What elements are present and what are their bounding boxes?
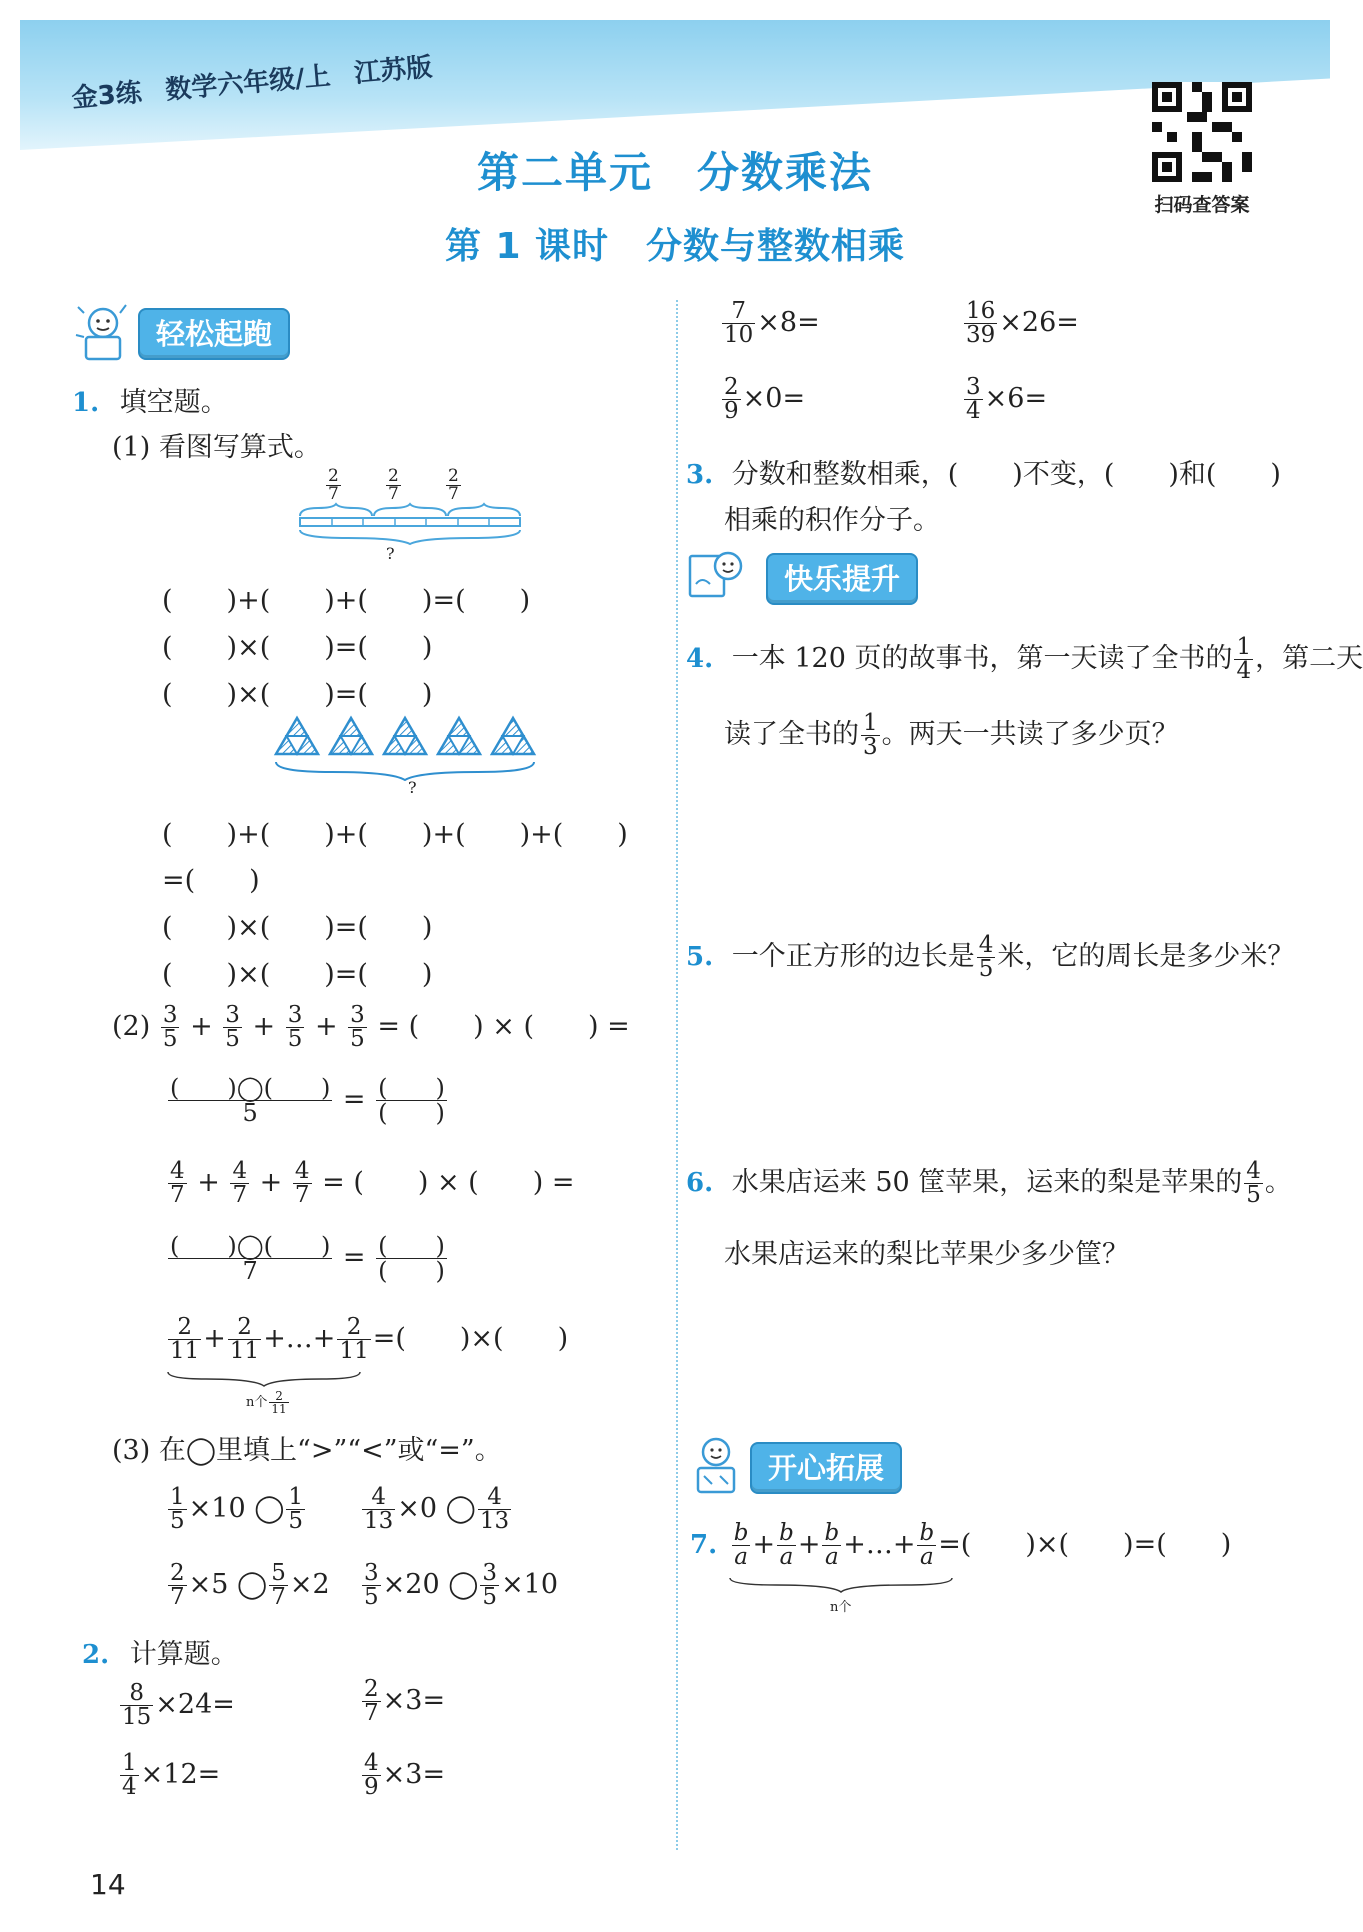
segment-diagram: [298, 468, 528, 563]
q2-header: [82, 1632, 238, 1671]
compare-4: $\frac{3}{5}$ ×20 ◯ $\frac{3}{5}$ ×10: [364, 1560, 559, 1610]
q6-line2: 水果店运来的梨比苹果少多少筐？: [724, 1239, 1129, 1270]
calc-4: $\frac{4}{9}$ ×3=: [364, 1750, 446, 1800]
frac-num: ( )◯( ): [170, 1232, 331, 1260]
frac-den: ( ): [378, 1099, 445, 1127]
segment-question-mark: ?: [386, 544, 395, 563]
q1-part2-row1-tail: = ( ) × ( ) =: [377, 1011, 630, 1042]
q1-part2-row2: $\frac{4}{7}$ + $\frac{4}{7}$ + $\frac{4}{7}$ = ( ) × ( ) =: [170, 1158, 575, 1208]
q1-part2-row3: $\frac{2}{11}$ + $\frac{2}{11}$ +…+ $\frac{2}{11}$ =( )×( ): [170, 1314, 569, 1364]
mascot-icon: [682, 540, 752, 610]
compare-1: $\frac{1}{5}$ ×10 ◯ $\frac{1}{5}$: [170, 1484, 304, 1534]
segment-label: $\frac{2}{7}$: [388, 466, 399, 504]
calc-5: $\frac{7}{10}$ ×8=: [724, 298, 820, 348]
section-badge-extend: 开心拓展: [750, 1442, 902, 1494]
q4-line1: 4. 一本 120 页的故事书，第一天读了全书的 $\frac{1}{4}$ ，第二天: [686, 634, 1363, 684]
frac-num: ( )◯( ): [170, 1074, 331, 1102]
section-badge-easy-start: 轻松起跑: [138, 308, 290, 360]
q2-title: 计算题。: [129, 1639, 238, 1670]
segment-bars: [298, 504, 528, 546]
segment-label: $\frac{2}{7}$: [328, 466, 339, 504]
calc-7: $\frac{2}{9}$ ×0=: [724, 374, 806, 424]
q1-part3-label: (3) 在◯里填上“>”“<”或“=”。: [112, 1435, 502, 1466]
q1-row-a1: ( )+( )+( )=( ): [162, 585, 531, 616]
segment-label: $\frac{2}{7}$: [448, 466, 459, 504]
lesson-title: 第 1 课时 分数与整数相乘: [444, 226, 906, 267]
brand-name: 金3练: [70, 77, 143, 114]
mascot-icon: [68, 295, 138, 365]
q1-row-b2: =( ): [162, 865, 260, 896]
calc-8: $\frac{3}{4}$ ×6=: [966, 374, 1048, 424]
q1-row-b1: ( )+( )+( )+( )+( ): [162, 819, 628, 850]
q1-part2-row1-eq: $\frac{( )◯( )}{5}$ = $\frac{( )}{( )}$: [170, 1074, 445, 1127]
page-number: 14: [90, 1868, 126, 1901]
underbrace: [728, 1576, 954, 1594]
calc-2: $\frac{2}{7}$ ×3=: [364, 1676, 446, 1726]
q7-number: 7.: [690, 1530, 718, 1560]
q5-line: 5. 一个正方形的边长是 $\frac{4}{5}$ 米，它的周长是多少米？: [686, 932, 1295, 982]
unit-title: 第二单元 分数乘法: [476, 148, 873, 197]
q1-part2-label: (2): [112, 1011, 151, 1042]
calc-3: $\frac{1}{4}$ ×12=: [122, 1750, 221, 1800]
q1-part1-label: (1) 看图写算式。: [112, 432, 321, 463]
compare-2: $\frac{4}{13}$ ×0 ◯ $\frac{4}{13}$: [364, 1484, 510, 1534]
q1-row-b3: ( )×( )=( ): [162, 912, 433, 943]
q1-title: 填空题。: [119, 387, 228, 418]
mascot-icon: [682, 1430, 752, 1500]
frac-num: ( ): [378, 1074, 445, 1102]
q4-line2: 读了全书的 $\frac{1}{3}$ 。两天一共读了多少页？: [724, 710, 1179, 760]
triangle-group: [276, 718, 318, 754]
underbrace: [166, 1370, 362, 1388]
q7-line: 7. $\frac{b}{a}$ + $\frac{b}{a}$ + $\frac{b}{a}$ +…+ $\frac{b}{a}$ =( )×( )=( ): [690, 1520, 1232, 1570]
calc-1: $\frac{8}{15}$ ×24=: [122, 1680, 235, 1730]
q1-part2-row1: (2) $\frac{3}{5}$ + $\frac{3}{5}$ + $\frac{3}{5}$ + $\frac{3}{5}$ = ( ) × ( ) =: [112, 1002, 630, 1052]
q1-part2-row2-eq: $\frac{( )◯( )}{7}$ = $\frac{( )}{( )}$: [170, 1232, 445, 1285]
q2-number: 2.: [82, 1640, 110, 1670]
qr-label: 扫码查答案: [1154, 194, 1250, 216]
calc-6: $\frac{16}{39}$ ×26=: [966, 298, 1079, 348]
q1-header: [72, 380, 228, 419]
frac-den: 7: [242, 1257, 258, 1285]
triangles-question-mark: ?: [408, 778, 417, 797]
q3-line1: 3. 分数和整数相乘，( )不变，( )和( ): [686, 459, 1281, 490]
q1-row-b4: ( )×( )=( ): [162, 959, 433, 990]
q3-line2: 相乘的积作分子。: [724, 505, 940, 536]
q6-line1: 6. 水果店运来 50 筐苹果，运来的梨是苹果的 $\frac{4}{5}$ 。: [686, 1158, 1292, 1208]
q4-number: 4.: [686, 644, 714, 674]
compare-3: $\frac{2}{7}$ ×5 ◯ $\frac{5}{7}$ ×2: [170, 1560, 330, 1610]
frac-den: 5: [242, 1099, 258, 1127]
brand-edition: 江苏版: [353, 52, 434, 90]
frac-num: ( ): [378, 1232, 445, 1260]
q1-number: 1.: [72, 388, 100, 418]
brand-subject: 数学六年级/上: [164, 61, 332, 106]
section-badge-improve: 快乐提升: [766, 553, 918, 605]
frac-den: ( ): [378, 1257, 445, 1285]
q1-part2-row3-tail: =( )×( ): [372, 1323, 569, 1354]
q5-number: 5.: [686, 942, 714, 972]
q1-part2-row2-tail: = ( ) × ( ) =: [322, 1167, 575, 1198]
n-count-label: n个: [830, 1600, 852, 1615]
q3-number: 3.: [686, 460, 714, 490]
column-divider: [676, 300, 678, 1850]
q1-row-a2: ( )×( )=( ): [162, 632, 433, 663]
q1-row-a3: ( )×( )=( ): [162, 679, 433, 710]
q6-number: 6.: [686, 1168, 714, 1198]
n-count-label: n个 $\frac{2}{11}$: [246, 1389, 287, 1416]
